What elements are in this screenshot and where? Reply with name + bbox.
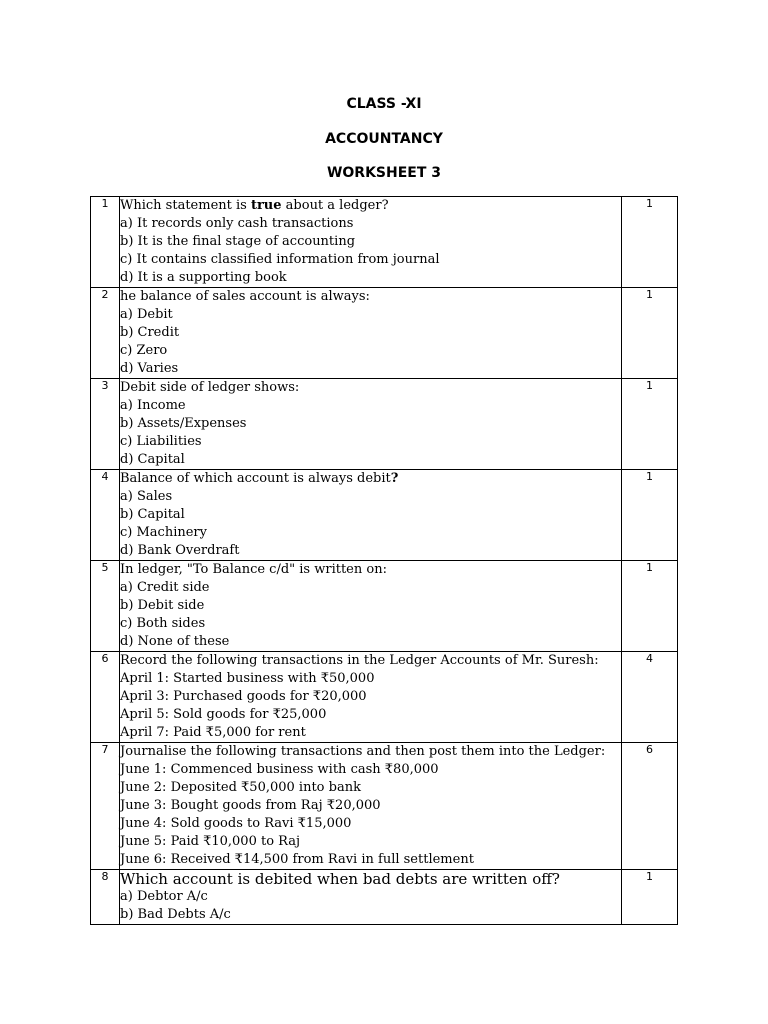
worksheet-table <box>90 196 678 925</box>
option: c) Zero <box>120 343 168 358</box>
transaction-line: April 7: Paid ₹5,000 for rent <box>120 725 306 740</box>
question-stem: Which statement is true about a ledger? <box>120 198 389 213</box>
question-stem: Which account is debited when bad debts are written off? <box>120 870 560 888</box>
question-body <box>120 870 622 925</box>
question-body <box>120 197 622 288</box>
transaction-line: June 6: Received ₹14,500 from Ravi in full settlement <box>120 852 474 867</box>
question-number: 7 <box>91 743 120 870</box>
question-row-3 <box>91 379 678 470</box>
question-number: 2 <box>91 288 120 379</box>
option: b) Capital <box>120 507 185 522</box>
option: a) It records only cash transactions <box>120 216 354 231</box>
question-marks: 1 <box>622 470 678 561</box>
transaction-line: April 1: Started business with ₹50,000 <box>120 671 375 686</box>
question-marks: 1 <box>622 197 678 288</box>
question-stem: Balance of which account is always debit? <box>120 471 399 486</box>
question-number: 6 <box>91 652 120 743</box>
question-body <box>120 652 622 743</box>
question-stem: he balance of sales account is always: <box>120 289 370 304</box>
option: c) Liabilities <box>120 434 202 449</box>
question-stem: Record the following transactions in the Ledger Accounts of Mr. Suresh: <box>120 653 599 668</box>
question-row-4 <box>91 470 678 561</box>
option: d) Varies <box>120 361 179 376</box>
question-number: 1 <box>91 197 120 288</box>
option: b) Debit side <box>120 598 205 613</box>
transaction-line: June 2: Deposited ₹50,000 into bank <box>120 780 361 795</box>
option: d) None of these <box>120 634 230 649</box>
question-marks: 1 <box>622 870 678 925</box>
question-body <box>120 561 622 652</box>
question-row-5 <box>91 561 678 652</box>
question-marks: 6 <box>622 743 678 870</box>
option: b) Assets/Expenses <box>120 416 247 431</box>
transaction-line: April 5: Sold goods for ₹25,000 <box>120 707 327 722</box>
option: b) Credit <box>120 325 180 340</box>
question-stem: Journalise the following transactions and then post them into the Ledger: <box>120 744 606 759</box>
question-body <box>120 743 622 870</box>
question-number: 8 <box>91 870 120 925</box>
option: a) Credit side <box>120 580 210 595</box>
worksheet-title: WORKSHEET 3 <box>326 165 442 181</box>
question-stem: Debit side of ledger shows: <box>120 380 300 395</box>
question-row-8 <box>91 870 678 925</box>
option: a) Debtor A/c <box>120 889 208 904</box>
transaction-line: April 3: Purchased goods for ₹20,000 <box>120 689 367 704</box>
option: d) Bank Overdraft <box>120 543 240 558</box>
option: d) Capital <box>120 452 185 467</box>
question-number: 4 <box>91 470 120 561</box>
option: c) It contains classified information from journal <box>120 252 440 267</box>
question-number: 3 <box>91 379 120 470</box>
option: a) Income <box>120 398 186 413</box>
transaction-line: June 1: Commenced business with cash ₹80,000 <box>120 762 439 777</box>
question-body <box>120 379 622 470</box>
transaction-line: June 3: Bought goods from Raj ₹20,000 <box>120 798 381 813</box>
question-marks: 1 <box>622 379 678 470</box>
question-row-1 <box>91 197 678 288</box>
question-row-2 <box>91 288 678 379</box>
question-number: 5 <box>91 561 120 652</box>
question-row-6 <box>91 652 678 743</box>
option: b) Bad Debts A/c <box>120 907 231 922</box>
class-label: CLASS -XI <box>346 96 422 112</box>
question-marks: 1 <box>622 288 678 379</box>
option: c) Machinery <box>120 525 207 540</box>
question-marks: 1 <box>622 561 678 652</box>
question-stem: In ledger, "To Balance c/d" is written on: <box>120 562 387 577</box>
question-row-7 <box>91 743 678 870</box>
question-marks: 4 <box>622 652 678 743</box>
option: a) Debit <box>120 307 173 322</box>
transaction-line: June 4: Sold goods to Ravi ₹15,000 <box>120 816 352 831</box>
option: a) Sales <box>120 489 173 504</box>
question-body <box>120 288 622 379</box>
subject-title: ACCOUNTANCY <box>325 131 443 147</box>
option: c) Both sides <box>120 616 206 631</box>
option: b) It is the final stage of accounting <box>120 234 356 249</box>
question-body <box>120 470 622 561</box>
option: d) It is a supporting book <box>120 270 287 285</box>
transaction-line: June 5: Paid ₹10,000 to Raj <box>120 834 301 849</box>
